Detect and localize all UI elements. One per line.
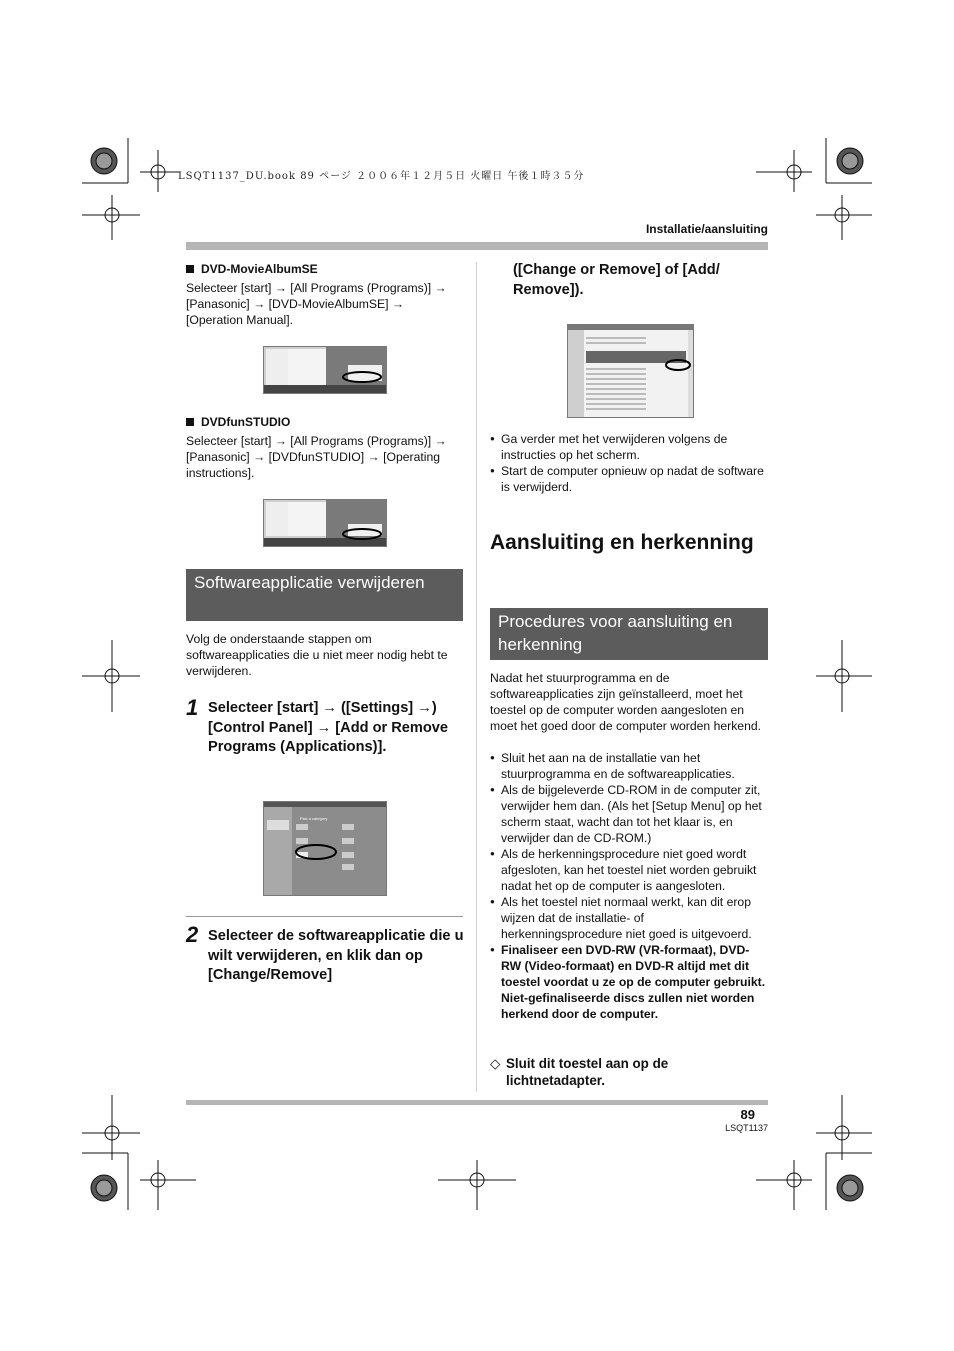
remove-intro-text: Volg de onderstaande stappen om softwareapplicaties die u niet meer nodig hebt te verwijderen. — [186, 632, 448, 678]
bullet-item: ● Sluit het aan na de installatie van het stuurprogramma en de softwareapplicaties. — [490, 750, 768, 782]
step-2-number: 2 — [186, 922, 199, 947]
final-instruction — [490, 1055, 768, 1089]
dvd-moviealbumse-text: Selecteer [start] → [All Programs (Programs)] → [Panasonic] → [DVD-MovieAlbumSE] → [Operation Manual]. — [186, 281, 447, 327]
remove-software-heading: Softwareapplicatie verwijderen — [186, 569, 463, 621]
top-rule — [186, 242, 768, 250]
start-menu-screenshot-2 — [263, 499, 387, 547]
print-header: LSQT1137_DU.book 89 ページ ２００６年１２月５日 火曜日 午後１時３５分 — [178, 171, 585, 182]
bottom-rule — [186, 1100, 768, 1105]
step-2-text: Selecteer de softwareapplicatie die u wilt verwijderen, en klik dan op [Change/Remove] — [208, 928, 464, 983]
dvdfunstudio-text: Selecteer [start] → [All Programs (Programs)] → [Panasonic] → [DVDfunSTUDIO] → [Operating instructions]. — [186, 434, 447, 480]
step-2-continuation: ([Change or Remove] of [Add/ Remove]). — [513, 262, 720, 298]
screenshot-graphic — [264, 347, 386, 393]
square-bullet-icon — [186, 265, 194, 273]
bullet-item: ● Ga verder met het verwijderen volgens de instructies op het scherm. — [490, 431, 768, 463]
diamond-icon: ◇ — [490, 1056, 501, 1071]
bold-bullet-item: ● Finaliseer een DVD-RW (VR-formaat), DVD-RW (Video-formaat) en DVD-R altijd met dit toestel voordat u ze op de computer gebruikt. Niet-gefinaliseerde discs zullen niet worden herkend door de computer. — [490, 942, 768, 1022]
final-instruction-text: Sluit dit toestel aan op de lichtnetadapter. — [506, 1056, 669, 1088]
pick-category-label: Pick a category — [300, 816, 328, 821]
step-1-number: 1 — [186, 695, 199, 720]
screenshot-graphic — [568, 325, 693, 417]
section-label: Installatie/aansluiting — [645, 222, 768, 236]
bullet-item: ● Als de bijgeleverde CD-ROM in de computer zit, verwijder hem dan. (Als het [Setup Menu] op het scherm staat, wacht dan tot het klaar is, en verwijder dan de CD-ROM.) — [490, 782, 768, 846]
bullet-item: ● Als het toestel niet normaal werkt, kan dit erop wijzen dat de installatie- of herkenningsprocedure niet goed is uitgevoerd. — [490, 894, 768, 942]
step-divider — [186, 916, 463, 917]
square-bullet-icon — [186, 418, 194, 426]
bullet-item: ● Als de herkenningsprocedure niet goed wordt afgesloten, kan het toestel niet worden gebruikt nadat het op de computer is aangesloten. — [490, 846, 768, 894]
dvdfunstudio-heading: DVDfunSTUDIO — [186, 415, 290, 429]
step-1-text: Selecteer [start] → ([Settings] →) [Control Panel] → [Add or Remove Programs (Applications)]. — [208, 700, 448, 755]
remove-bullets — [490, 431, 768, 495]
page-number: 89 — [740, 1107, 755, 1122]
doc-code: LSQT1137 — [725, 1123, 768, 1133]
main-heading: Aansluiting en herkenning — [490, 531, 754, 554]
procedures-heading: Procedures voor aansluiting en herkenning — [490, 608, 768, 660]
procedures-intro: Nadat het stuurprogramma en de softwareapplicaties zijn geïnstalleerd, moet het toestel op de computer worden aangesloten en moet het goed door de computer worden herkend. — [490, 671, 762, 733]
procedure-bullets — [490, 750, 768, 1022]
control-panel-screenshot — [263, 801, 387, 896]
dvd-moviealbumse-heading: DVD-MovieAlbumSE — [186, 262, 318, 276]
screenshot-graphic — [264, 500, 386, 546]
column-divider — [476, 262, 477, 1092]
add-remove-programs-screenshot — [567, 324, 694, 418]
start-menu-screenshot-1 — [263, 346, 387, 394]
bullet-item: ● Start de computer opnieuw op nadat de software is verwijderd. — [490, 463, 768, 495]
